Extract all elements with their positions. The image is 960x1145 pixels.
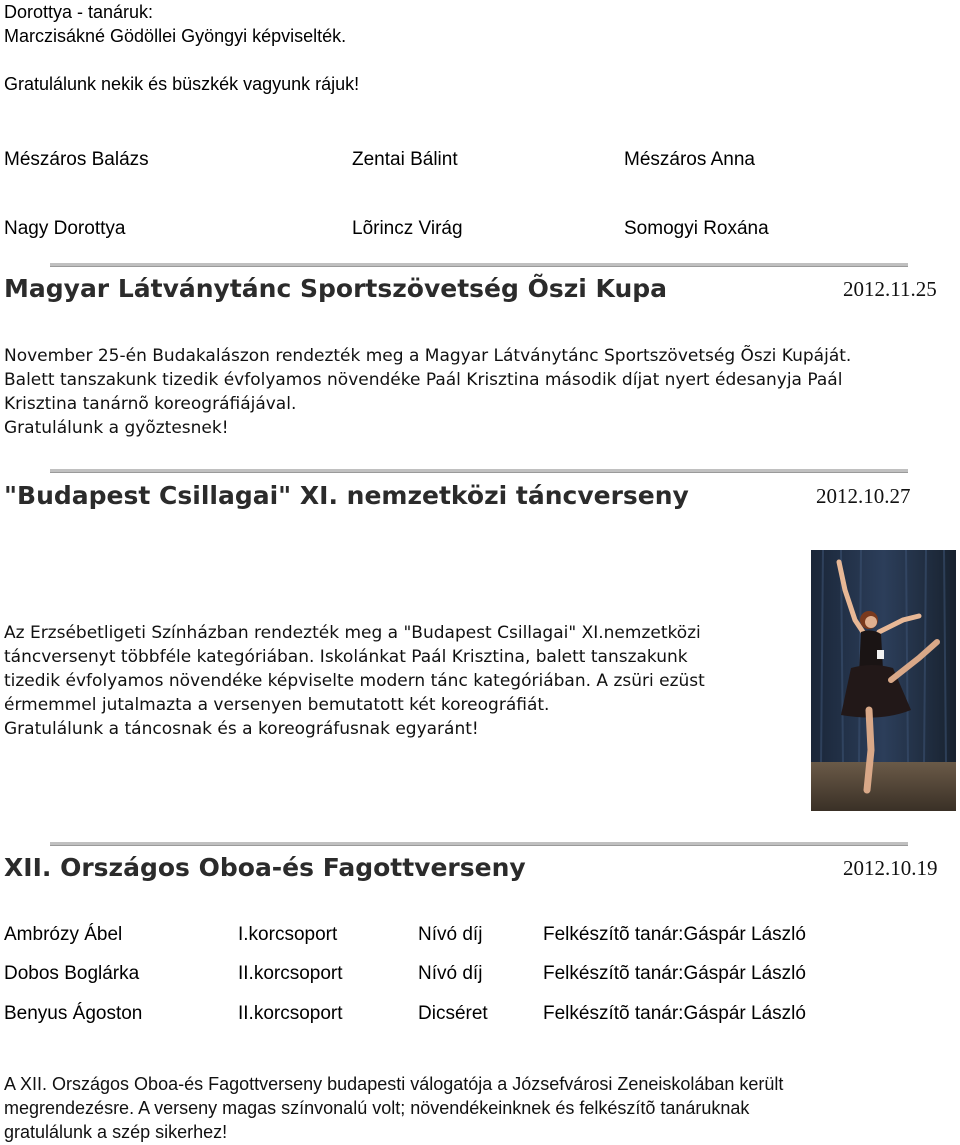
intro-line-2: Marczisákné Gödöllei Gyöngyi képviselték. <box>4 26 347 46</box>
section-divider <box>50 263 908 267</box>
article-body <box>4 1072 783 1144</box>
name-cell: Nagy Dorottya <box>4 218 126 239</box>
result-name: Ambrózy Ábel <box>4 924 123 945</box>
dancer-image <box>811 550 956 811</box>
result-group: II.korcsoport <box>238 963 343 984</box>
result-teacher: Felkészítõ tanár:Gáspár László <box>543 963 806 984</box>
article-body-line: Balett tanszakunk tizedik évfolyamos növendéke Paál Krisztina második díjat nyert édesanyja Paál <box>4 370 843 390</box>
name-cell: Somogyi Roxána <box>624 218 769 239</box>
article-date: 2012.10.27 <box>816 484 911 508</box>
name-cell: Zentai Bálint <box>352 149 458 170</box>
result-name: Benyus Ágoston <box>4 1003 143 1024</box>
result-award: Nívó díj <box>418 924 483 945</box>
result-teacher: Felkészítõ tanár:Gáspár László <box>543 1003 806 1024</box>
article-body-line: gratulálunk a szép sikerhez! <box>4 1122 228 1142</box>
result-group: I.korcsoport <box>238 924 338 945</box>
article-date: 2012.10.19 <box>843 856 938 880</box>
article-body-line: megrendezésre. A verseny magas színvonalú volt; növendékeinknek és felkészítõ tanáruknak <box>4 1098 750 1118</box>
ballet-dancer-photo <box>811 550 956 811</box>
result-group: II.korcsoport <box>238 1003 343 1024</box>
article-body-line: Az Erzsébetligeti Színházban rendezték meg a "Budapest Csillagai" XI.nemzetközi <box>4 623 701 643</box>
section-divider <box>50 469 908 473</box>
article-body-line: tizedik évfolyamos növendéke képviselte modern tánc kategóriában. A zsüri ezüst <box>4 671 705 691</box>
intro-line-3: Gratulálunk nekik és büszkék vagyunk rájuk! <box>4 74 360 94</box>
article-body-line: Krisztina tanárnõ koreográfiájával. <box>4 394 297 414</box>
article-body-line: Gratulálunk a táncosnak és a koreográfusnak egyaránt! <box>4 719 479 739</box>
result-name: Dobos Boglárka <box>4 963 140 984</box>
article-body-line: November 25-én Budakalászon rendezték meg a Magyar Látványtánc Sportszövetség Õszi Kupáját. <box>4 346 852 366</box>
name-cell: Mészáros Anna <box>624 149 755 170</box>
article-body-line: Gratulálunk a gyõztesnek! <box>4 418 229 438</box>
article-title: XII. Országos Oboa-és Fagottverseny <box>4 853 526 882</box>
name-cell: Mészáros Balázs <box>4 149 149 170</box>
article-date: 2012.11.25 <box>843 277 937 301</box>
article-body <box>4 344 851 440</box>
result-teacher: Felkészítõ tanár:Gáspár László <box>543 924 806 945</box>
result-award: Dicséret <box>418 1003 488 1024</box>
article-title: Magyar Látványtánc Sportszövetség Õszi Kupa <box>4 274 668 303</box>
article-body-line: A XII. Országos Oboa-és Fagottverseny budapesti válogatója a Józsefvárosi Zeneiskolában került <box>4 1074 784 1094</box>
article-body-line: érmemmel jutalmazta a versenyen bemutatott két koreográfiát. <box>4 695 550 715</box>
article-body <box>4 621 705 741</box>
section-divider <box>50 842 908 846</box>
name-cell: Lõrincz Virág <box>352 218 463 239</box>
article-title: "Budapest Csillagai" XI. nemzetközi táncverseny <box>4 481 689 510</box>
intro-line-1: Dorottya - tanáruk: <box>4 2 154 22</box>
result-award: Nívó díj <box>418 963 483 984</box>
article-body-line: táncversenyt többféle kategóriában. Iskolánkat Paál Krisztina, balett tanszakunk <box>4 647 688 667</box>
